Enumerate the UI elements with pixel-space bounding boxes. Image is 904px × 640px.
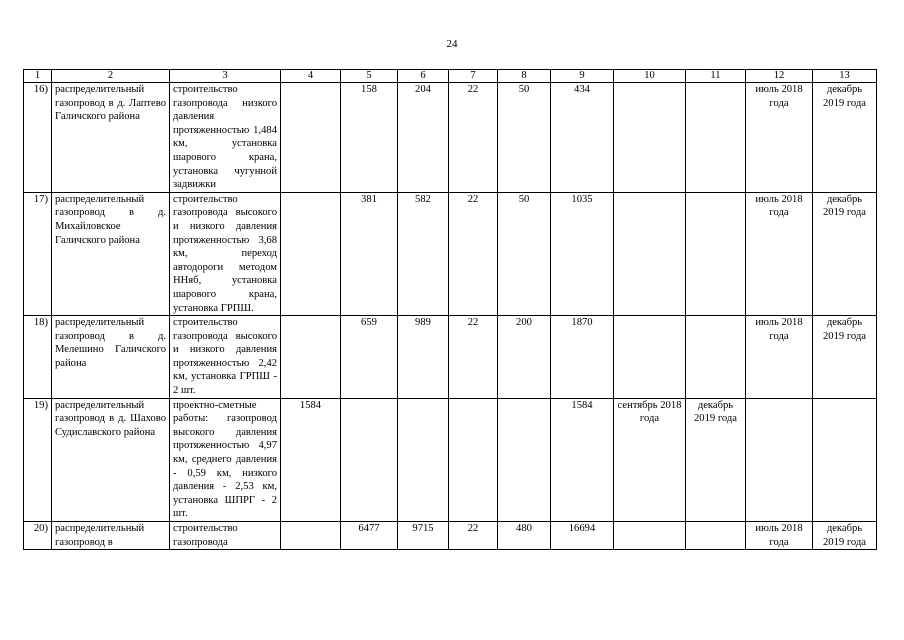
date-col-13: декабрь 2019 года: [813, 522, 877, 550]
value-col-5: [341, 398, 398, 521]
date-col-12: июль 2018 года: [746, 192, 813, 315]
date-col-13: [813, 398, 877, 521]
value-col-4: [281, 316, 341, 399]
value-col-5: 6477: [341, 522, 398, 550]
value-col-4: 1584: [281, 398, 341, 521]
value-col-6: 989: [398, 316, 449, 399]
value-col-7: 22: [449, 316, 498, 399]
value-col-5: 659: [341, 316, 398, 399]
column-number-header: 2: [52, 70, 170, 83]
page-number: 24: [446, 38, 458, 50]
table-row: [24, 316, 877, 399]
row-id: 16): [24, 83, 52, 193]
date-col-11: декабрь 2019 года: [686, 398, 746, 521]
column-number-header: 10: [614, 70, 686, 83]
object-name: распределительный газопровод в: [52, 522, 170, 550]
date-col-13: декабрь 2019 года: [813, 83, 877, 193]
date-col-13: декабрь 2019 года: [813, 316, 877, 399]
object-name: распределительный газопровод в д. Лаптево Галичского района: [52, 83, 170, 193]
object-name: распределительный газопровод в д. Мелешино Галичского района: [52, 316, 170, 399]
value-col-6: 9715: [398, 522, 449, 550]
column-number-header: 8: [498, 70, 551, 83]
table-row: [24, 522, 877, 550]
column-number-header: 3: [170, 70, 281, 83]
value-col-7: [449, 398, 498, 521]
value-col-8: 200: [498, 316, 551, 399]
value-col-7: 22: [449, 83, 498, 193]
row-id: 18): [24, 316, 52, 399]
column-number-header: 9: [551, 70, 614, 83]
object-name: распределительный газопровод в д. Михайловское Галичского района: [52, 192, 170, 315]
value-col-8: 50: [498, 83, 551, 193]
column-number-header: 6: [398, 70, 449, 83]
row-id: 20): [24, 522, 52, 550]
column-number-header: 1: [24, 70, 52, 83]
value-col-6: [398, 398, 449, 521]
date-col-11: [686, 522, 746, 550]
date-col-13: декабрь 2019 года: [813, 192, 877, 315]
value-col-6: 204: [398, 83, 449, 193]
date-col-12: июль 2018 года: [746, 522, 813, 550]
column-number-header: 4: [281, 70, 341, 83]
date-col-12: июль 2018 года: [746, 316, 813, 399]
row-id: 17): [24, 192, 52, 315]
column-number-header: 5: [341, 70, 398, 83]
value-col-5: 158: [341, 83, 398, 193]
work-description: проектно-сметные работы: газопровод высокого давления протяженностью 4,97 км, среднего давления - 0,59 км, низкого давления - 2,53 км, установка ШПРГ - 2 шт.: [170, 398, 281, 521]
date-col-11: [686, 83, 746, 193]
date-col-10: [614, 192, 686, 315]
value-col-9: 1584: [551, 398, 614, 521]
value-col-4: [281, 192, 341, 315]
value-col-9: 1870: [551, 316, 614, 399]
table-row: [24, 398, 877, 521]
date-col-12: [746, 398, 813, 521]
value-col-8: 480: [498, 522, 551, 550]
column-number-header: 13: [813, 70, 877, 83]
date-col-10: [614, 83, 686, 193]
date-col-11: [686, 192, 746, 315]
date-col-10: [614, 522, 686, 550]
header-row: [24, 70, 877, 83]
value-col-9: 434: [551, 83, 614, 193]
date-col-12: июль 2018 года: [746, 83, 813, 193]
date-col-10: сентябрь 2018 года: [614, 398, 686, 521]
value-col-9: 16694: [551, 522, 614, 550]
value-col-5: 381: [341, 192, 398, 315]
table-row: [24, 192, 877, 315]
value-col-8: [498, 398, 551, 521]
column-number-header: 12: [746, 70, 813, 83]
value-col-4: [281, 522, 341, 550]
table-row: [24, 83, 877, 193]
value-col-4: [281, 83, 341, 193]
object-name: распределительный газопровод в д. Шахово Судиславского района: [52, 398, 170, 521]
investment-table: [23, 69, 877, 550]
work-description: строительство газопровода высокого и низкого давления протяженностью 2,42 км, установка ГРПШ - 2 шт.: [170, 316, 281, 399]
date-col-10: [614, 316, 686, 399]
row-id: 19): [24, 398, 52, 521]
column-number-header: 11: [686, 70, 746, 83]
work-description: строительство газопровода низкого давления протяженностью 1,484 км, установка шарового крана, установка чугунной задвижки: [170, 83, 281, 193]
value-col-9: 1035: [551, 192, 614, 315]
value-col-8: 50: [498, 192, 551, 315]
column-number-header: 7: [449, 70, 498, 83]
work-description: строительство газопровода высокого и низкого давления протяженностью 3,68 км, переход автодороги методом ННяб, установка шарового крана, установка ГРПШ.: [170, 192, 281, 315]
value-col-7: 22: [449, 192, 498, 315]
date-col-11: [686, 316, 746, 399]
value-col-6: 582: [398, 192, 449, 315]
work-description: строительство газопровода: [170, 522, 281, 550]
value-col-7: 22: [449, 522, 498, 550]
